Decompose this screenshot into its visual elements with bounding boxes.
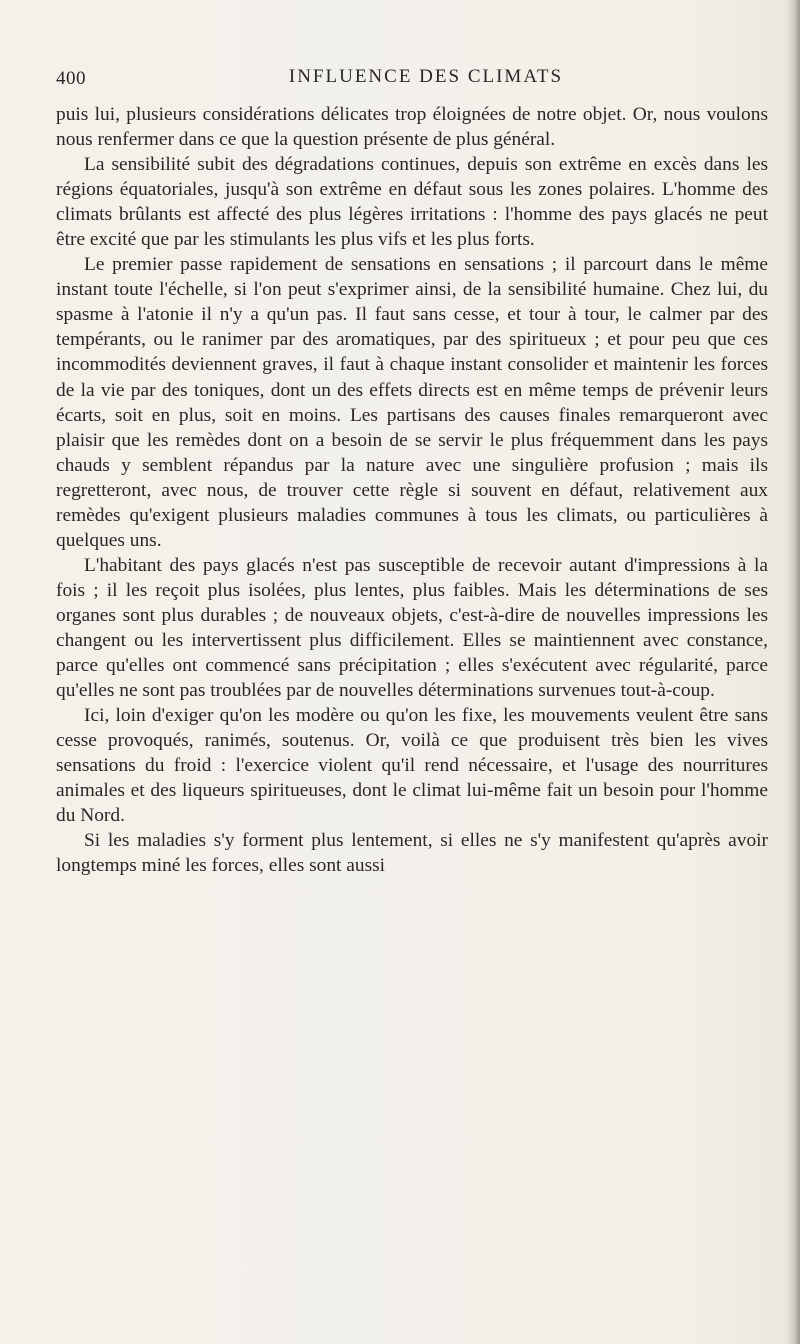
running-head: INFLUENCE DES CLIMATS	[288, 66, 564, 87]
paragraph-continuation: puis lui, plusieurs considérations délicates trop éloignées de notre objet. Or, nous voulons nous renfermer dans ce que la question présente de plus général.	[56, 104, 768, 151]
page-header	[56, 60, 756, 90]
paragraph-habitant: L'habitant des pays glacés n'est pas susceptible de recevoir autant d'impressions à la fois ; il les reçoit plus isolées, plus lentes, plus faibles. Mais les déterminations de ses organes sont plus durables ; de nouveaux objets, c'est-à-dire de nouvelles impressions les changent ou les intervertissent plus difficilement. Elles se maintiennent avec constance, parce qu'elles ont commencé sans précipitation ; elles s'exécutent avec régularité, parce qu'elles ne sont pas troublées par de nouvelles déterminations survenues tout-à-coup.	[56, 554, 768, 702]
page-number: 400	[56, 68, 86, 89]
paragraph-premier: Le premier passe rapidement de sensations en sensations ; il parcourt dans le même instant toute l'échelle, si l'on peut s'exprimer ainsi, de la sensibilité humaine. Chez lui, du spasme à l'atonie il n'y a qu'un pas. Il faut sans cesse, et tour à tour, le calmer par des tempérants, ou le ranimer par des aromatiques, par des spiritueux ; et pour peu que ces incommodités deviennent graves, il faut à chaque instant consolider et maintenir les forces de la vie par des toniques, dont un des effets directs est en même temps de prévenir leurs écarts, soit en plus, soit en moins. Les partisans des causes finales remarqueront avec plaisir que les remèdes dont on a besoin de se servir le plus fréquemment dans les pays chauds y semblent répandus par la nature avec une singulière profusion ; mais ils regretteront, avec nous, de trouver cette règle si souvent en défaut, relativement aux remèdes qu'exigent plusieurs maladies communes à tous les climats, ou particulières à quelques uns.	[56, 254, 768, 551]
page-edge-shadow	[786, 0, 800, 1344]
paragraph-maladies: Si les maladies s'y forment plus lentement, si elles ne s'y manifestent qu'après avoir longtemps miné les forces, elles sont aussi	[56, 830, 768, 877]
body-text	[56, 102, 768, 878]
paragraph-sensibilite: La sensibilité subit des dégradations continues, depuis son extrême en excès dans les régions équatoriales, jusqu'à son extrême en défaut sous les zones polaires. L'homme des climats brûlants est affecté des plus légères irritations : l'homme des pays glacés ne peut être excité que par les stimulants les plus vifs et les plus forts.	[56, 154, 768, 251]
paragraph-ici: Ici, loin d'exiger qu'on les modère ou qu'on les fixe, les mouvements veulent être sans cesse provoqués, ranimés, soutenus. Or, voilà ce que produisent très bien les vives sensations du froid : l'exercice violent qu'il rend nécessaire, et l'usage des nourritures animales et des liqueurs spiritueuses, dont le climat lui-même fait un besoin pour l'homme du Nord.	[56, 705, 768, 827]
